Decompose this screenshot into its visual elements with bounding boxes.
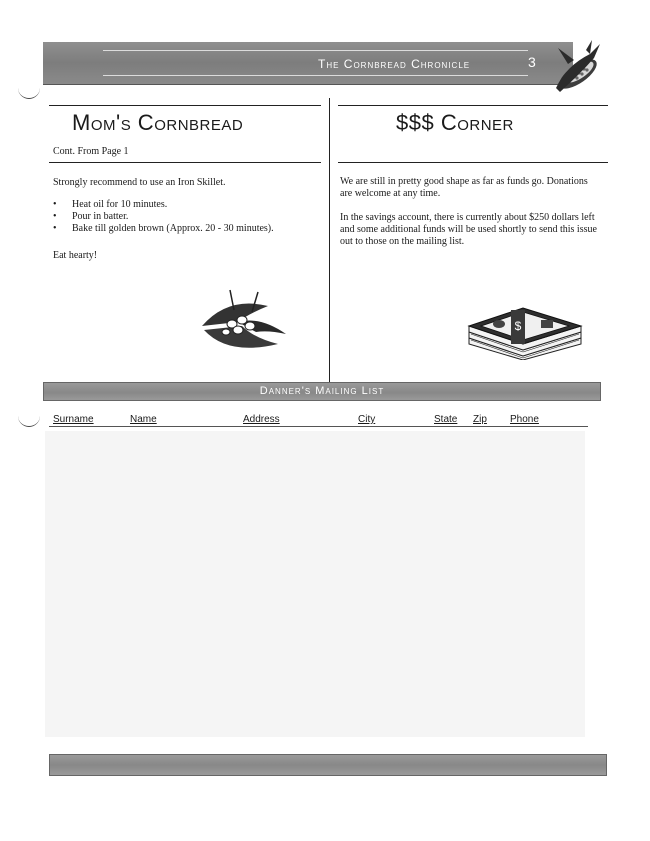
- newsletter-title: The Cornbread Chronicle: [318, 57, 471, 71]
- banner-rule: [103, 75, 528, 76]
- column-header-phone: Phone: [510, 414, 539, 425]
- list-item: • Pour in batter.: [53, 211, 274, 223]
- right-heading-rule: [338, 162, 608, 163]
- mailing-list-title: Danner's Mailing List: [259, 385, 385, 397]
- column-header-zip: Zip: [473, 414, 487, 425]
- column-divider: [329, 98, 330, 382]
- left-column-top-rule: [49, 105, 321, 106]
- page-number: 3: [528, 54, 536, 70]
- column-header-state: State: [434, 414, 458, 425]
- column-header-rule: [49, 426, 588, 427]
- footer-banner: [49, 754, 607, 776]
- moms-cornbread-title: Mom's Cornbread: [72, 110, 244, 135]
- list-item: • Heat oil for 10 minutes.: [53, 199, 274, 211]
- right-column-top-rule: [338, 105, 608, 106]
- column-header-name: Name: [130, 414, 157, 425]
- money-corner-title: $$$ Corner: [396, 110, 514, 135]
- binder-hole-mark: [18, 88, 40, 99]
- money-stack-illustration: [463, 296, 585, 360]
- savings-paragraph: In the savings account, there is currently about $250 dollars left and some additional funds will be used shortly to send this issue out to those on the mailing list.: [340, 212, 597, 247]
- closing-line: Eat hearty!: [53, 250, 98, 261]
- funds-paragraph: We are still in pretty good shape as far as funds go. Donations are welcome at any time.: [340, 176, 588, 199]
- banner-rule: [103, 50, 528, 51]
- continued-note: Cont. From Page 1: [53, 146, 129, 157]
- corn-husk-illustration: [198, 286, 290, 356]
- mailing-list-body: [45, 431, 585, 737]
- list-item: • Bake till golden brown (Approx. 20 - 30 minutes).: [53, 223, 274, 235]
- column-header-address: Address: [243, 414, 280, 425]
- column-header-city: City: [358, 414, 376, 425]
- skillet-recommendation: Strongly recommend to use an Iron Skillet.: [53, 177, 226, 188]
- cornbread-steps-list: [53, 199, 274, 235]
- svg-text:$: $: [514, 319, 522, 333]
- binder-hole-mark: [18, 416, 40, 427]
- header-banner: [43, 42, 573, 85]
- corn-cob-illustration: [546, 36, 618, 96]
- column-header-surname: Surname: [53, 414, 94, 425]
- left-heading-rule: [49, 162, 321, 163]
- mailing-list-banner: [43, 382, 601, 401]
